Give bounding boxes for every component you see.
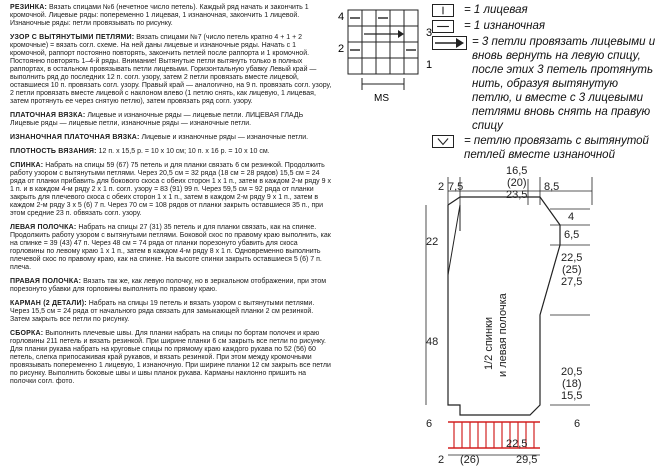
section-assembly: СБОРКА: Выполнить плечевые швы. Для планки набрать на спицы по бортам полочек и краю горловины 211 петель и вязать резинкой. При ширине планки 6 см закрыть все петли по рисунку. Для планки рукава набрать на круговые спицы по прямому краю каждого рукава по 52 (56) 60 петель, слегка припосаживая край рукавов, и вязать резинкой. При этом между кромочными провязывать попеременно 1 лицевую, 1 изнаночную. При ширине планки 12 см закрыть все петли по рисунку. Выполнить боковые швы и швы планок рукава. Карманы наклонно пришить на полочки согл. фото. xyxy=(10,330,331,385)
legend-purl: = 1 изнаночная xyxy=(432,19,660,34)
purl-symbol xyxy=(432,20,454,33)
dim-band-left: 6 xyxy=(426,418,433,430)
dim-armhole-2: (25) xyxy=(562,264,582,276)
pattern-chart-svg xyxy=(336,4,436,104)
section-pocket: КАРМАН (2 ДЕТАЛИ): Набрать на спицы 19 петель и вязать узором с вытянутыми петлями. Через 15,5 см = 24 ряда от начального ряда связать для замыкающей планки 2 см резинкой. Затем закрыть все петли по рисунку. xyxy=(10,300,315,323)
section-left-front: ЛЕВАЯ ПОЛОЧКА: Набрать на спицы 27 (31) 35 петель и для планки связать, как на спинке. Продолжить работу узором с вытянутыми петлями. Боковой скос по правому краю выполнить, как на спинке = 39 (43) 47 п. Через 48 см = 74 ряда от планки порезонуто убавить для скоса горловины по левому краю 1 х 1 п., затем в каждом 4-м ряду 8 х 1 п. Одновременно выполнить плечевой скос по правому краю, как на спинке. На высоте спинки закрыть оставшиеся 5 (6) 7 п. плеча. xyxy=(10,224,331,271)
dim-shoulder: 8,5 xyxy=(544,181,560,193)
dim-bottom-width-3: 29,5 xyxy=(516,454,538,466)
row-label-3: 3 xyxy=(426,27,433,39)
label-half-back: 1/2 спинки xyxy=(483,317,495,370)
section-back: СПИНКА: Набрать на спицы 59 (67) 75 петель и для планки связать 6 см резинкой. Продолжить работу узором с вытянутыми петлями. Через 20,5 см = 32 ряда (18 см = 28 рядов) 15,5 см = 24 ряда от планки прибавить для бокового скоса с обеих сторон 1 х 1 п., затем в каждом 2-м ряду 9 х 1 п. и в каждом 4-м ряду 2 х 1 п. согл. узору = 83 (91) 99 п. Через 59,5 см = 92 ряда от планки закрыть для плечевого скоса с обеих сторон 1 х 1 п., затем в каждом 2-м ряду 9 х 1 п., затем в каждом 2-м ряду 3 х 5 (6) 7 п. Через 70 см = 108 рядов от планки закрыть оставшиеся 35 п., при этом средние 23 п. обвязать согл. узору. xyxy=(10,162,331,217)
dim-bottom-width-2: (26) xyxy=(460,454,480,466)
dim-bottom-left: 2 xyxy=(438,454,445,466)
garment-schematic xyxy=(420,165,660,468)
schematic-svg xyxy=(420,165,660,468)
dim-side-1: 20,5 xyxy=(561,366,583,378)
chart-grid xyxy=(348,10,418,74)
dim-neck-side: 2 xyxy=(438,181,445,193)
dim-height-lower: 48 xyxy=(426,336,439,348)
three-loops-arrow-icon xyxy=(432,35,464,51)
section-pattern: УЗОР С ВЫТЯНУТЫМИ ПЕТЛЯМИ: Вязать спицами №7 (число петель кратно 4 + 1 + 2 кромочные) = вязать согл. схеме. На ней даны лицевые и изнаночные ряды. Начать с 1 кромочной, раппорт постоянно повторять, закончить петлей после раппорта и 1 кромочной. Постоянно повторять 1–4-й ряды. Внимание! Вытянутые петли вытянуть только в полных раппортах, в остальном провязывать петли лицевыми. Горизонтальную убавку Левый край — выполнить ряд до последних 12 п. согл. узору, затем 2 петли провязать вместе лицевой, оставшиеся 10 п. провязать согл. узору. Правый край — аналогично, на 9 п. провязать согл. узору, 2 петли провязать вместе лицевой с наклоном влево (1 петлю снять, как лицевую, 1 лицевая, затем протянуть ее через снятую петлю), затем провязать ряд согл. узору. xyxy=(10,34,332,105)
dim-side-3: 15,5 xyxy=(561,390,583,402)
section-density: ПЛОТНОСТЬ ВЯЗАНИЯ: 12 п. х 15,5 р. = 10 х 10 см; 10 п. х 16 р. = 10 х 10 см. xyxy=(10,148,270,155)
dim-bottom-width-1: 22,5 xyxy=(506,438,528,450)
label-left-front: и левая полочка xyxy=(497,293,509,377)
section-right-front: ПРАВАЯ ПОЛОЧКА: Вязать так же, как левую полочку, но в зеркальном отображении, при этом порезонуто убавки для горловины выполнить по правому краю. xyxy=(10,278,327,293)
dim-right-6-5: 6,5 xyxy=(564,229,580,241)
dim-armhole-3: 27,5 xyxy=(561,276,583,288)
row-label-2: 2 xyxy=(338,43,345,55)
dim-armhole-1: 22,5 xyxy=(561,252,583,264)
legend-three-loops: = 3 петли провязать лицевыми и вновь вернуть на левую спицу, после этих 3 петель протянуть нить, образуя вытянутую петлю, и вместе с 3 лицевыми петлями вновь снять на правую спицу xyxy=(432,35,660,133)
chart-ms-label: MS xyxy=(374,93,389,104)
section-rib: РЕЗИНКА: Вязать спицами №6 (нечетное число петель). Каждый ряд начать и закончить 1 кромочной. Лицевые ряды: попеременно 1 лицевая, 1 изнаночная, закончить 1 лицевой. Изнаночные ряды: петли провязывать по рисунку. xyxy=(10,4,309,27)
pattern-chart xyxy=(336,4,436,104)
knit-symbol xyxy=(432,4,454,17)
row-label-1: 1 xyxy=(426,59,433,71)
neck-slope xyxy=(448,205,460,275)
dim-right-4: 4 xyxy=(568,211,575,223)
dim-height-upper: 22 xyxy=(426,236,439,248)
elongated-symbol xyxy=(432,135,454,148)
legend-elongated: = петлю провязать с вытянутой петлей вместе изнаночной xyxy=(432,134,660,162)
legend-knit: = 1 лицевая xyxy=(432,3,660,18)
dim-neck-side-2: 7,5 xyxy=(448,181,464,193)
dim-top-width-1: 16,5 xyxy=(506,165,528,177)
dim-side-2: (18) xyxy=(562,378,582,390)
dim-top-width-3: 23,5 xyxy=(506,189,528,201)
chart-arrow xyxy=(364,30,404,38)
section-purl: ИЗНАНОЧНАЯ ПЛАТОЧНАЯ ВЯЗКА: Лицевые и изнаночные ряды — изнаночные петли. xyxy=(10,134,309,141)
legend xyxy=(432,3,660,163)
dim-top-width-2: (20) xyxy=(507,177,527,189)
dim-right-6-bottom: 6 xyxy=(574,418,581,430)
row-label-4: 4 xyxy=(338,11,345,23)
section-placket: ПЛАТОЧНАЯ ВЯЗКА: Лицевые и изнаночные ряды — лицевые петли. ЛИЦЕВАЯ ГЛАДЬ Лицевые ряды — лицевые петли, изнаночные ряды — изнаночные петли. xyxy=(10,112,304,127)
instructions-text xyxy=(10,4,332,392)
